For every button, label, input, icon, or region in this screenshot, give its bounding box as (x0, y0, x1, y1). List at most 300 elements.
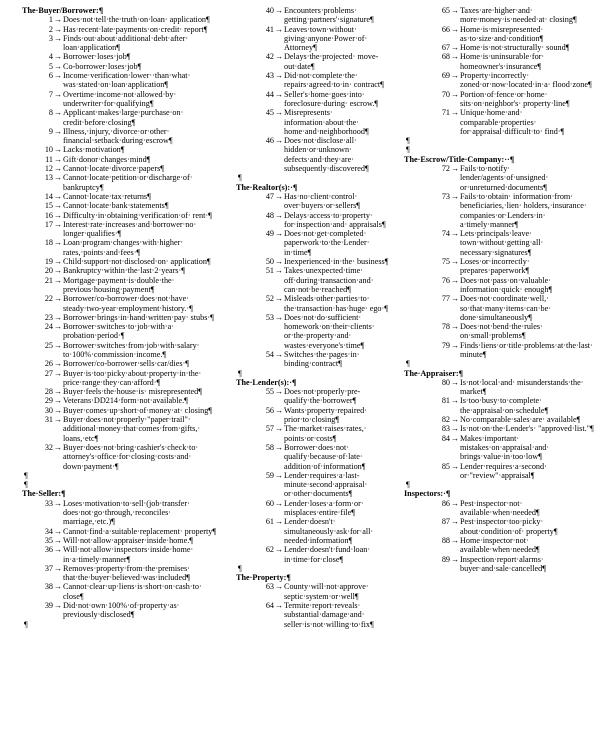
item-number: 66 (441, 24, 450, 34)
item-text: Wants·property·repaired· prior·to·closing¶ (284, 405, 367, 425)
list-item (236, 545, 396, 564)
item-number: 79 (441, 340, 450, 350)
item-number: 1 (48, 15, 53, 25)
item-text: Lets·principals·leave· town·without·getting·all· necessary·signatures¶ (460, 229, 544, 257)
tab-arrow: → (53, 396, 63, 406)
item-text: Does·not·pass·on·valuable· information·quick· enough¶ (460, 275, 553, 294)
pilcrow-mark: ¶ (24, 470, 28, 480)
section-heading: The·Realtor(s):·¶ (236, 182, 298, 192)
item-text: Does·not·disclose·all· hidden·or·unknown· defects·and·they·are· subsequently·discovered¶ (284, 136, 369, 174)
item-number: 85 (441, 461, 450, 471)
item-text: Cannot·locate·bank·statements¶ (63, 201, 169, 211)
tab-arrow: → (53, 15, 63, 25)
tab-arrow: → (53, 238, 63, 248)
tab-arrow: → (450, 424, 460, 434)
item-text: Leaves·town·without· giving·anyone·Power·of· Attorney¶ (284, 24, 368, 53)
item-text: Lender·requires·a·second· or·"review"·appraisal¶ (460, 461, 547, 480)
tab-arrow: → (450, 535, 460, 545)
list-item (22, 266, 222, 275)
item-text: Pest·inspector·too·picky· about·condition·of· property¶ (460, 517, 558, 536)
list-item (236, 443, 396, 471)
item-text: Does·not·coordinate·well,· so·that·many·items·can·be· done·simultaneously¶ (460, 294, 551, 322)
list-item (22, 164, 222, 173)
item-text: Buyer·does·not·properly·"paper·trail"· additional·money·that·comes·from·gifts,· loans,·etc¶ (63, 415, 201, 443)
item-number: 24 (44, 322, 53, 332)
tab-arrow: → (53, 526, 63, 536)
item-text: Mortgage·payment·is·double·the· previous·housing·payment¶ (63, 275, 175, 294)
list-item (404, 6, 594, 25)
tab-arrow: → (450, 396, 460, 406)
item-number: 78 (441, 322, 450, 332)
list-item (22, 145, 222, 154)
list-item (236, 582, 396, 601)
item-text: Is·not·on·the·Lender's· "approved·list."¶ (460, 424, 594, 434)
list-item (236, 6, 396, 25)
item-number: 68 (441, 52, 450, 62)
tab-arrow: → (450, 275, 460, 285)
tab-arrow: → (450, 191, 460, 201)
tab-arrow: → (274, 266, 284, 276)
list-item (404, 294, 594, 322)
tab-arrow: → (53, 312, 63, 322)
tab-arrow: → (274, 442, 284, 452)
item-number: 50 (265, 257, 274, 267)
list-item (404, 536, 594, 555)
item-number: 69 (441, 71, 450, 81)
list-item (22, 201, 222, 210)
tab-arrow: → (450, 24, 460, 34)
item-text: Will·not·allow·appraiser·inside·home.¶ (63, 535, 194, 545)
item-text: Lender·loses·a·form·or· misplaces·entire·file¶ (284, 498, 364, 518)
section-heading: The·Lender(s):·¶ (236, 377, 297, 387)
list-item (22, 396, 222, 405)
item-number: 39 (44, 601, 53, 610)
list-item (22, 499, 222, 527)
tab-arrow: → (274, 517, 284, 527)
item-text: Home·is·uninsurable·for· homeowner's·insurance¶ (460, 52, 545, 71)
tab-arrow: → (53, 61, 63, 71)
item-number: 23 (44, 312, 53, 322)
tab-arrow: → (274, 545, 284, 555)
item-number: 33 (44, 498, 53, 508)
pilcrow-mark: ¶ (406, 480, 410, 490)
list-item (236, 517, 396, 545)
list-item (236, 294, 396, 313)
tab-arrow: → (53, 368, 63, 378)
tab-arrow: → (53, 266, 63, 276)
item-text: Gift·donor·changes·mind¶ (63, 154, 151, 164)
list-item (22, 601, 222, 620)
item-number: 31 (44, 415, 53, 425)
item-text: Home·is·not·structurally· sound¶ (460, 43, 570, 53)
item-number: 71 (441, 108, 450, 118)
tab-arrow: → (274, 582, 284, 592)
list-item (236, 499, 396, 518)
tab-arrow: → (53, 387, 63, 397)
item-number: 41 (265, 24, 274, 34)
tab-arrow: → (53, 582, 63, 592)
pilcrow-mark: ¶ (238, 173, 242, 183)
list-item (22, 341, 222, 360)
tab-arrow: → (450, 71, 460, 81)
item-text: Unique·home·and· comparable·properties· for·appraisal·difficult·to· find·¶ (460, 108, 565, 136)
tab-arrow: → (274, 387, 284, 397)
tab-arrow: → (450, 52, 460, 62)
item-text: Makes·important· mistakes·on·appraisal·and· brings·value·in·too·low¶ (460, 433, 550, 462)
item-number: 3 (48, 33, 53, 43)
item-number: 7 (48, 89, 53, 99)
item-number: 37 (44, 563, 53, 573)
item-text: Cannot·locate·tax·returns¶ (63, 191, 151, 201)
item-number: 14 (44, 191, 53, 201)
item-text: Home·inspector·not· available·when·needed¶ (460, 535, 540, 555)
item-text: Bankruptcy·within·the·last·2·years·¶ (63, 266, 185, 276)
tab-arrow: → (53, 164, 63, 174)
column-left (22, 6, 222, 629)
tab-arrow: → (53, 545, 63, 555)
tab-arrow: → (53, 359, 63, 369)
item-text: Loses·or·incorrectly· prepares·paperwork¶ (460, 257, 530, 276)
list-item (404, 517, 594, 536)
list-item (22, 443, 222, 471)
item-text: Home·is·misrepresented· as·to·size·and·condition¶ (460, 24, 544, 43)
tab-arrow: → (450, 433, 460, 443)
item-number: 87 (441, 517, 450, 527)
tab-arrow: → (450, 340, 460, 350)
item-number: 77 (441, 294, 450, 304)
section-heading: The·Escrow/Title·Company:··¶ (404, 154, 515, 164)
item-text: Buyer·feels·the·house·is· misrepresented¶ (63, 387, 202, 397)
tab-arrow: → (274, 89, 284, 99)
item-text: Inexperienced·in·the· business¶ (284, 257, 389, 267)
pilcrow-mark: ¶ (406, 136, 410, 146)
tab-arrow: → (450, 164, 460, 174)
item-number: 30 (44, 405, 53, 415)
list-item (404, 322, 594, 341)
item-number: 11 (45, 154, 53, 164)
item-text: Misrepresents· information·about·the· home·and·neighborhood¶ (284, 108, 369, 136)
list-item (236, 313, 396, 350)
list-item (22, 25, 222, 34)
item-text: Finds·out·about·additional·debt·after· loan·application¶ (63, 33, 189, 53)
list-item (236, 229, 396, 257)
tab-arrow: → (450, 415, 460, 425)
item-text: Misleads·other·parties·to· the·transaction·has·huge· ego·¶ (284, 294, 388, 313)
list-item (22, 369, 222, 388)
item-text: Termite·report·reveals· substantial·damage·and· seller·is·not·willing·to·fix¶ (284, 601, 374, 629)
item-text: Taxes·are·higher·and· more·money·is·needed·at· closing¶ (460, 6, 577, 25)
item-text: Income·verification·lower··than·what· was·stated·on·loan·application¶ (63, 71, 191, 90)
item-text: Takes·unexpected·time· off·during·transaction·and· can·not·be·reached¶ (284, 266, 374, 294)
tab-arrow: → (53, 33, 63, 43)
item-number: 26 (44, 359, 53, 369)
item-number: 10 (44, 145, 53, 155)
item-number: 6 (48, 71, 53, 81)
list-item (22, 545, 222, 564)
item-number: 52 (265, 294, 274, 304)
column-middle (236, 6, 396, 629)
list-item (22, 415, 222, 443)
item-number: 75 (441, 257, 450, 267)
item-number: 74 (441, 229, 450, 239)
tab-arrow: → (274, 312, 284, 322)
item-text: Did·not·own·100%·of·property·as· previously·disclosed¶ (63, 601, 180, 620)
item-text: Interest·rate·increases·and·borrower·no· longer·qualifies·¶ (63, 219, 197, 239)
list-item (22, 406, 222, 415)
tab-arrow: → (53, 126, 63, 136)
list-item (236, 350, 396, 369)
item-text: Has·no·client·control· over·buyers·or·sellers¶ (284, 191, 361, 211)
item-text: Lender·doesn't· simultaneously·ask·for·all· needed·information¶ (284, 517, 374, 545)
item-number: 56 (265, 405, 274, 415)
tab-arrow: → (274, 424, 284, 434)
item-number: 84 (441, 433, 450, 443)
list-item (22, 90, 222, 109)
list-item (404, 424, 594, 433)
tab-arrow: → (274, 6, 284, 15)
item-number: 20 (44, 266, 53, 276)
list-item (22, 62, 222, 71)
list-item (404, 378, 594, 397)
tab-arrow: → (53, 294, 63, 304)
pilcrow-mark: ¶ (238, 563, 242, 573)
item-number: 65 (441, 6, 450, 15)
item-text: Buyer·does·not·bring·cashier's·check·to· attorney's·office·for·closing·costs·and· down·payment·¶ (63, 442, 199, 471)
item-text: Cannot·locate·petition·or·discharge·of· bankruptcy¶ (63, 173, 193, 192)
tab-arrow: → (53, 415, 63, 425)
item-text: Delays·access·to·property· for·inspection·and· appraisals¶ (284, 210, 386, 229)
tab-arrow: → (53, 191, 63, 201)
item-text: Illness,·injury,·divorce·or·other· financial·setback·during·escrow¶ (63, 126, 173, 146)
item-text: Inspection·report·alarms· buyer·and·sale·cancelled¶ (460, 554, 546, 573)
item-number: 86 (441, 498, 450, 508)
item-number: 13 (44, 173, 53, 183)
list-item (404, 52, 594, 71)
list-item (404, 164, 594, 192)
list-item (22, 220, 222, 239)
list-item (236, 52, 396, 71)
item-number: 29 (44, 396, 53, 406)
item-number: 81 (441, 396, 450, 406)
tab-arrow: → (450, 229, 460, 239)
item-text: Does·not·get·completed· paperwork·to·the·Lender· in·time¶ (284, 229, 370, 257)
tab-arrow: → (53, 442, 63, 452)
item-number: 36 (44, 545, 53, 555)
item-number: 70 (441, 89, 450, 99)
list-item (22, 564, 222, 583)
list-item (22, 294, 222, 313)
item-number: 60 (265, 498, 274, 508)
item-text: Difficulty·in·obtaining·verification·of· rent·¶ (63, 210, 212, 220)
tab-arrow: → (274, 294, 284, 304)
tab-arrow: → (53, 89, 63, 99)
list-item (404, 25, 594, 44)
list-item (404, 462, 594, 481)
item-text: Borrower·does·not· qualify·because·of·late· addition·of·information¶ (284, 442, 366, 471)
tab-arrow: → (53, 210, 63, 220)
section-heading: The·Appraiser:¶ (404, 368, 464, 378)
item-number: 89 (441, 554, 450, 564)
list-item (404, 396, 594, 415)
tab-arrow: → (450, 498, 460, 508)
list-item (22, 536, 222, 545)
tab-arrow: → (53, 173, 63, 183)
item-text: Borrower·switches·to·job·with·a· probation·period·¶ (63, 322, 174, 341)
tab-arrow: → (274, 498, 284, 508)
item-text: Borrower·brings·in·hand·written·pay· stubs·¶ (63, 312, 214, 322)
item-text: Did·not·complete·the· repairs·agreed·to·in· contract¶ (284, 71, 384, 90)
item-text: Cannot·find·a·suitable·replacement· property¶ (63, 526, 217, 536)
item-number: 38 (44, 582, 53, 592)
item-number: 12 (44, 164, 53, 174)
item-text: Veterans·DD214·form·not·available.¶ (63, 396, 188, 406)
tab-arrow: → (53, 535, 63, 545)
item-number: 72 (441, 164, 450, 174)
list-item (22, 52, 222, 61)
item-number: 43 (265, 71, 274, 81)
list-item (22, 108, 222, 127)
tab-arrow: → (274, 601, 284, 610)
list-item (236, 90, 396, 109)
item-text: County·will·not·approve· septic·system·or·well¶ (284, 582, 369, 601)
item-text: Delays·the·projected· move-out·date¶ (284, 52, 379, 71)
list-item (236, 471, 396, 499)
item-text: Encounters·problems· getting·partners'·signature¶ (284, 6, 374, 25)
tab-arrow: → (53, 24, 63, 34)
tab-arrow: → (274, 470, 284, 480)
list-item (22, 313, 222, 322)
list-item (404, 257, 594, 276)
tab-arrow: → (450, 89, 460, 99)
item-number: 40 (265, 6, 274, 15)
list-item (22, 527, 222, 536)
item-number: 62 (265, 545, 274, 555)
list-item (404, 108, 594, 136)
item-text: Finds·liens·or·title·problems·at·the·last· minute¶ (460, 340, 593, 359)
tab-arrow: → (53, 498, 63, 508)
item-number: 18 (44, 238, 53, 248)
item-text: Cannot·locate·divorce·papers¶ (63, 164, 165, 174)
list-item (404, 90, 594, 109)
item-number: 17 (44, 219, 53, 229)
item-number: 2 (48, 24, 53, 34)
section-heading: The·Property:¶ (236, 573, 291, 583)
section-heading: The·Buyer/Borrower:¶ (22, 6, 104, 15)
tab-arrow: → (274, 257, 284, 267)
tab-arrow: → (53, 52, 63, 62)
item-number: 67 (441, 43, 450, 53)
list-item (236, 192, 396, 211)
item-text: Borrower/co-borrower·sells·car/dies·¶ (63, 359, 190, 369)
list-item (404, 341, 594, 360)
item-number: 58 (265, 442, 274, 452)
tab-arrow: → (53, 257, 63, 267)
list-item (22, 173, 222, 192)
item-number: 63 (265, 582, 274, 592)
item-number: 64 (265, 601, 274, 610)
item-text: Lender·requires·a·last-minute·second·appraisal· or·other·documents¶ (284, 470, 368, 499)
item-text: Has·recent·late·payments·on·credit· report¶ (63, 24, 208, 34)
item-number: 9 (48, 126, 53, 136)
item-number: 27 (44, 368, 53, 378)
tab-arrow: → (274, 229, 284, 239)
tab-arrow: → (53, 322, 63, 332)
item-text: Lacks·motivation¶ (63, 145, 125, 155)
list-item (404, 555, 594, 574)
item-number: 42 (265, 52, 274, 62)
tab-arrow: → (53, 108, 63, 118)
list-item (404, 43, 594, 52)
list-item (236, 25, 396, 53)
item-text: Does·not·tell·the·truth·on·loan· application¶ (63, 15, 210, 25)
tab-arrow: → (274, 108, 284, 118)
item-number: 54 (265, 349, 274, 359)
item-number: 73 (441, 191, 450, 201)
tab-arrow: → (53, 563, 63, 573)
list-item (22, 34, 222, 53)
tab-arrow: → (53, 219, 63, 229)
item-number: 28 (44, 387, 53, 397)
item-number: 76 (441, 275, 450, 285)
item-number: 46 (265, 136, 274, 146)
list-item (404, 192, 594, 229)
tab-arrow: → (450, 108, 460, 118)
tab-arrow: → (450, 6, 460, 15)
tab-arrow: → (450, 257, 460, 267)
section-heading: The·Seller:¶ (22, 489, 66, 499)
item-text: The·market·raises·rates,· points·or·costs¶ (284, 424, 367, 443)
list-item (236, 71, 396, 90)
item-text: Seller's·home·goes·into· foreclosure·during· escrow.¶ (284, 89, 379, 108)
tab-arrow: → (53, 405, 63, 415)
item-number: 16 (44, 210, 53, 220)
item-number: 47 (265, 191, 274, 201)
item-text: Child·support·not·disclosed·on· application¶ (63, 257, 211, 267)
item-text: Portion·of·fence·or·home· sits·on·neighbor's· property·line¶ (460, 89, 570, 108)
item-text: Cannot·clear·up·liens·is·short·on·cash·to· close¶ (63, 582, 202, 601)
tab-arrow: → (450, 517, 460, 527)
tab-arrow: → (53, 275, 63, 285)
tab-arrow: → (450, 43, 460, 53)
tab-arrow: → (274, 210, 284, 220)
list-item (22, 71, 222, 90)
list-item (236, 266, 396, 294)
list-item (22, 387, 222, 396)
pilcrow-mark: ¶ (406, 145, 410, 155)
item-number: 88 (441, 535, 450, 545)
item-text: Is·not·local·and· misunderstands·the· market¶ (460, 377, 584, 397)
item-number: 82 (441, 415, 450, 425)
item-number: 48 (265, 210, 274, 220)
list-item (236, 387, 396, 406)
list-item (22, 238, 222, 257)
tab-arrow: → (274, 71, 284, 81)
item-text: Borrower·switches·from·job·with·salary· to·100%·commission·income.¶ (63, 340, 200, 359)
list-item (404, 499, 594, 518)
list-item (22, 127, 222, 146)
item-number: 21 (44, 275, 53, 285)
item-text: Loses·motivation·to·sell·(job·transfer· does·not·go·through,·reconciles· marriage,·etc.)¶ (63, 498, 190, 527)
item-number: 59 (265, 470, 274, 480)
item-text: Applicant·makes·large·purchase·on· credit·before·closing¶ (63, 108, 184, 127)
item-number: 15 (44, 201, 53, 211)
item-text: Does·not·bend·the·rules· on·small·problems¶ (460, 322, 543, 341)
section-heading: Inspectors:·¶ (404, 489, 451, 499)
list-item (236, 601, 396, 629)
tab-arrow: → (274, 136, 284, 146)
item-number: 19 (44, 257, 53, 267)
list-item (236, 211, 396, 230)
